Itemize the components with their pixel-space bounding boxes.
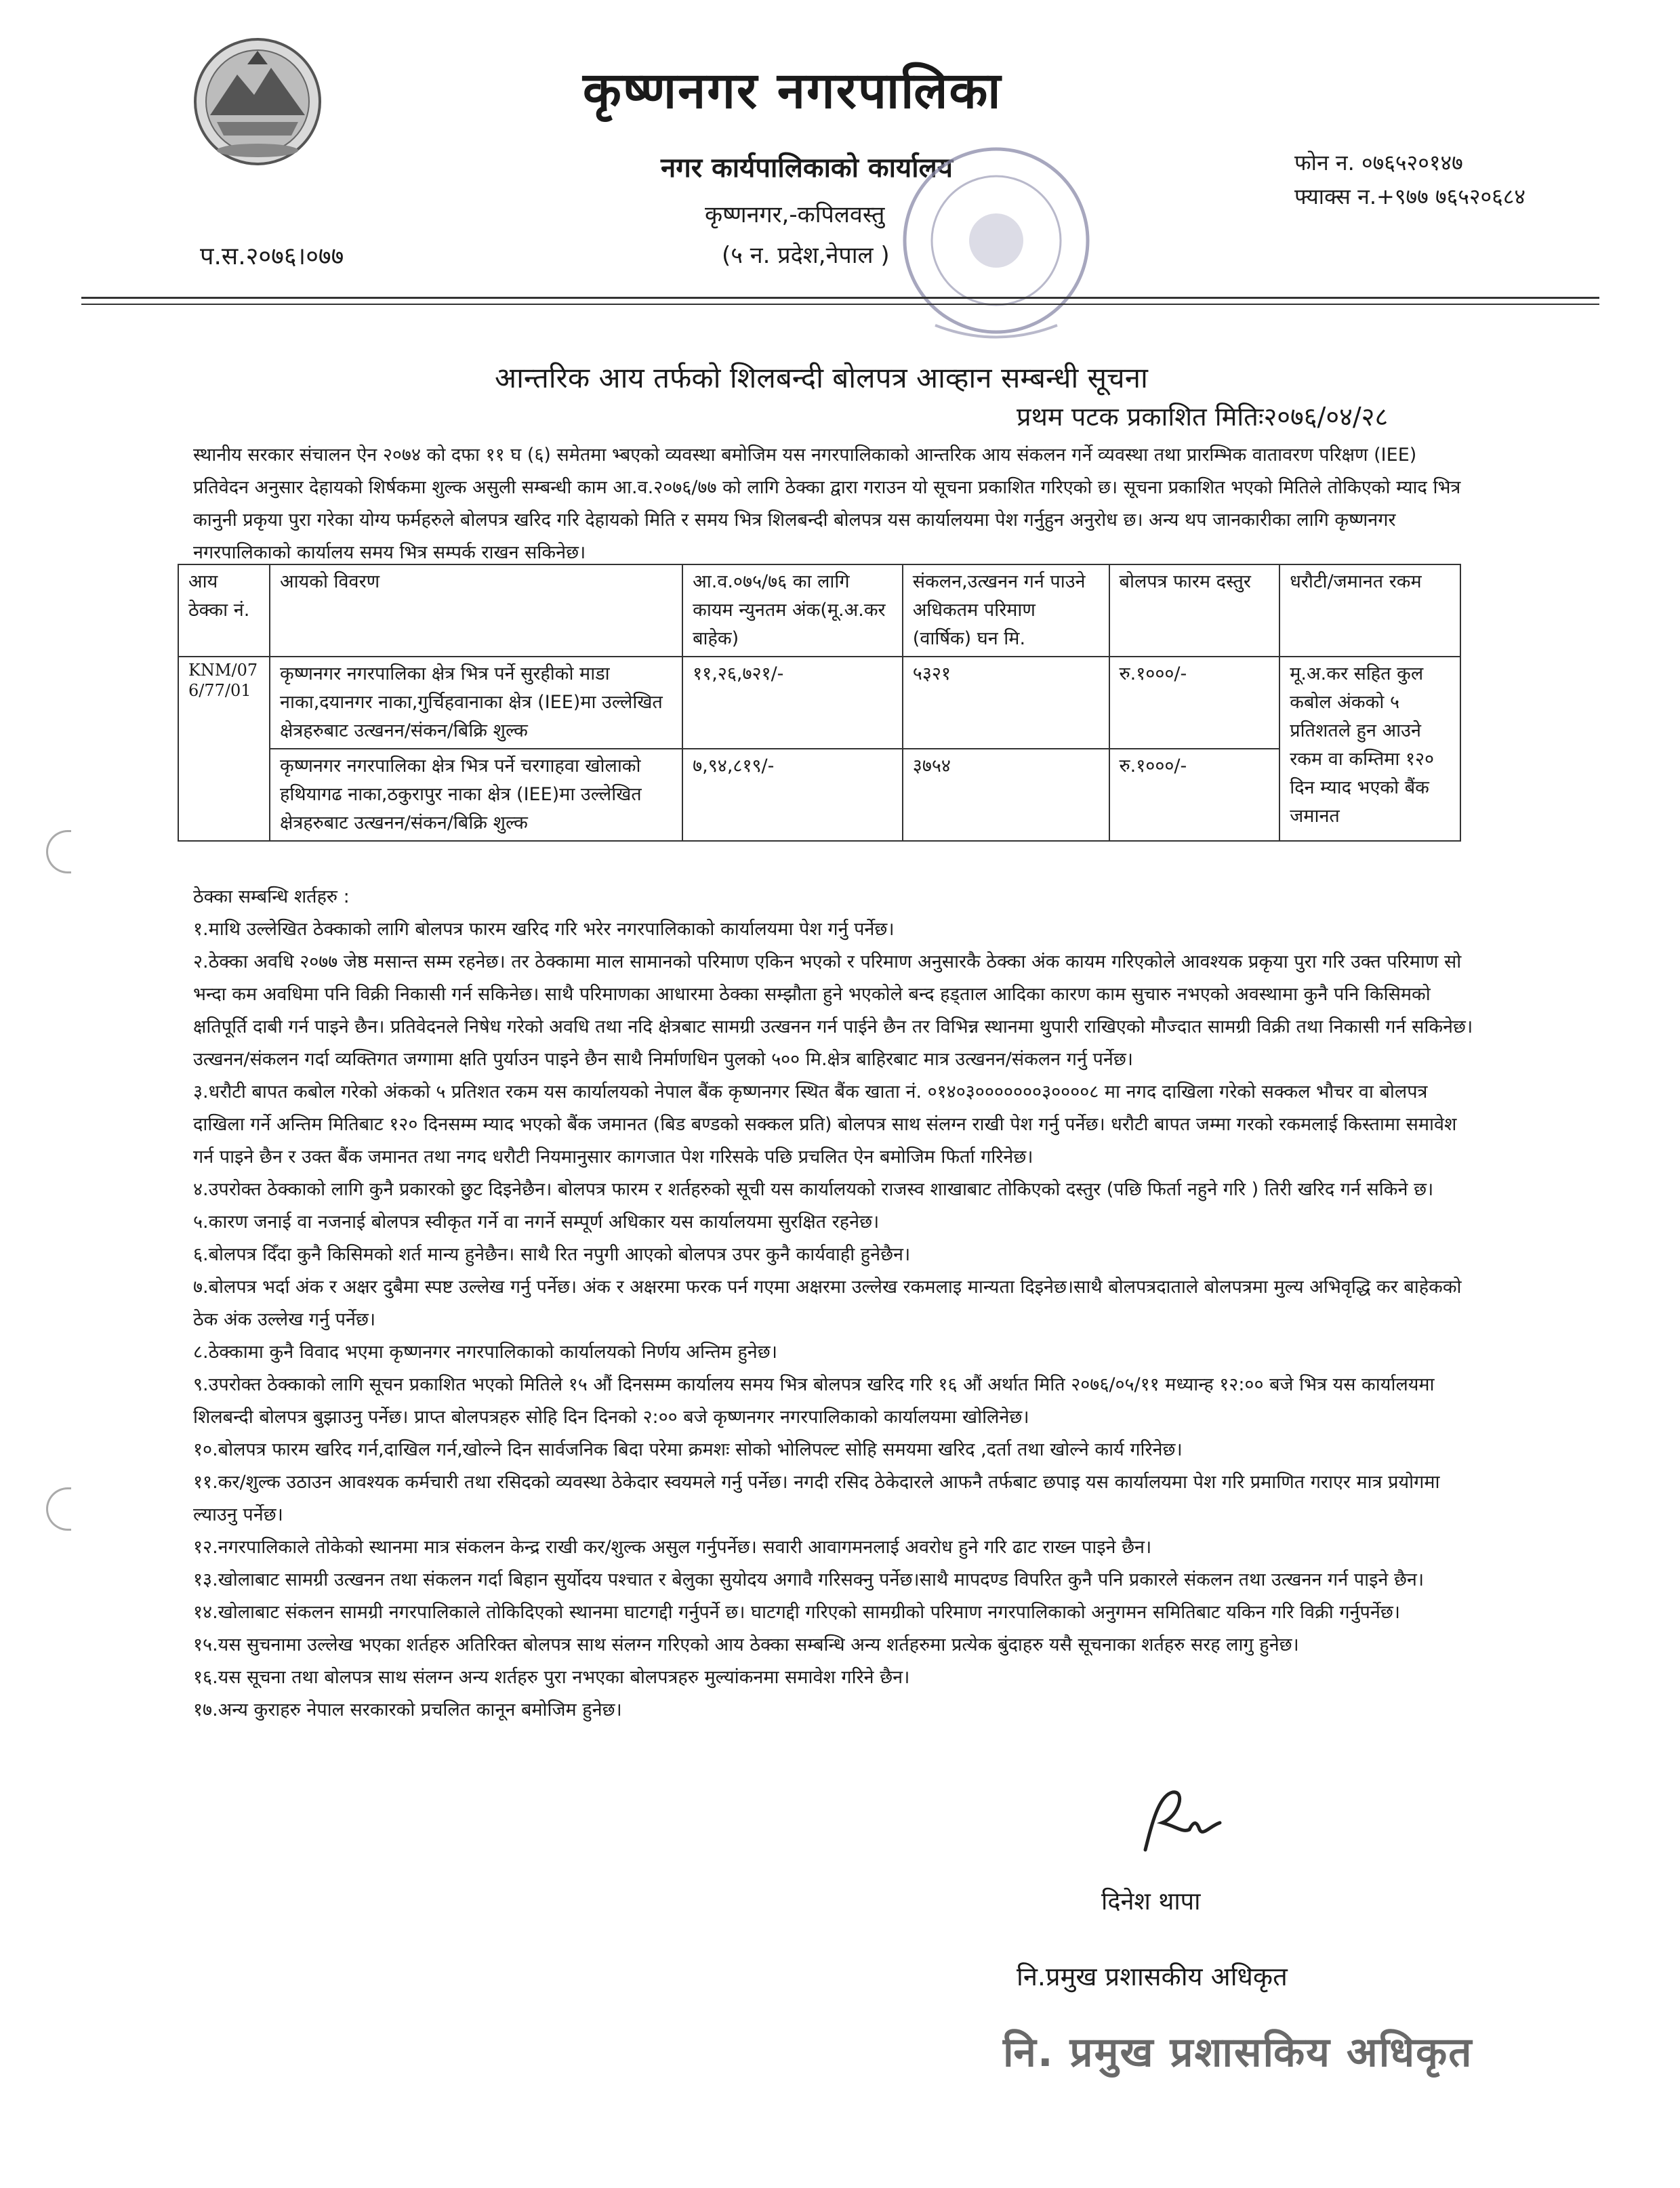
condition-item: १७.अन्य कुराहरु नेपाल सरकारको प्रचलित कानून बमोजिम हुनेछ। — [193, 1699, 622, 1720]
government-emblem-icon — [183, 34, 332, 169]
seal-title-stamp: नि. प्रमुख प्रशासकिय अधिकृत — [1003, 2029, 1473, 2076]
condition-item: ९.उपरोक्त ठेक्काको लागि सूचन प्रकाशित भएको मितिले १५ औं दिनसम्म कार्यालय समय भित्र बोलपत्र खरिद गरि १६ औं अर्थात मिति २०७६/०५/११ मध्यान्ह १२:०० बजे भित्र यस कार्यालयमा शिलबन्दी बोलपत्र बुझाउनु पर्नेछ। प्राप्त बोलपत्रहरु सोहि दिन दिनको २:०० बजे कृष्णनगर नगरपालिकाको कार्यालयमा खोलिनेछ। — [193, 1374, 1435, 1428]
conditions-heading: ठेक्का सम्बन्धि शर्तहरु : — [193, 886, 350, 907]
condition-item: ६.बोलपत्र दिँदा कुनै किसिमको शर्त मान्य हुनेछैन। साथै रित नपुगी आएको बोलपत्र उपर कुनै कार्यवाही हुनेछैन। — [193, 1244, 911, 1265]
row-form-fee: रु.१०००/- — [1109, 749, 1280, 841]
row-max-quantity: ३७५४ — [903, 749, 1109, 841]
header-min-amount: आ.व.०७५/७६ का लागि कायम न्युनतम अंक(मू.अ.कर बाहेक) — [682, 564, 903, 657]
conditions-section — [193, 881, 1477, 1727]
table-row — [178, 657, 1460, 749]
header-description: आयको विवरण — [270, 564, 682, 657]
office-stamp-icon — [895, 139, 1098, 349]
header-deposit: धरौटी/जमानत रकम — [1279, 564, 1460, 657]
deposit-terms: मू.अ.कर सहित कुल कबोल अंकको ५ प्रतिशतले हुन आउने रकम वा कम्तिमा १२० दिन म्याद भएको बैंक जमानत — [1279, 657, 1460, 841]
notice-title: आन्तरिक आय तर्फको शिलबन्दी बोलपत्र आव्हान सम्बन्धी सूचना — [495, 361, 1148, 394]
condition-item: ११.कर/शुल्क उठाउन आवश्यक कर्मचारी तथा रसिदको व्यवस्था ठेकेदार स्वयमले गर्नु पर्नेछ। नगदी रसिद ठेकेदारले आफनै तर्फबाट छपाइ यस कार्यालयमा पेश गरि प्रमाणित गराएर मात्र प्रयोगमा ल्याउनु पर्नेछ। — [193, 1472, 1440, 1525]
condition-item: १.माथि उल्लेखित ठेक्काको लागि बोलपत्र फारम खरिद गरि भरेर नगरपालिकाको कार्यालयमा पेश गर्नु पर्नेछ। — [193, 919, 895, 940]
tender-table — [178, 564, 1461, 842]
row-min-amount: ११,२६,७२१/- — [682, 657, 903, 749]
condition-item: १६.यस सूचना तथा बोलपत्र साथ संलग्न अन्य शर्तहरु पुरा नभएका बोलपत्रहरु मुल्यांकनमा समावेश गरिने छैन। — [193, 1667, 910, 1688]
punch-hole-mark — [46, 1487, 71, 1531]
published-date: प्रथम पटक प्रकाशित मितिः२०७६/०४/२८ — [1017, 402, 1389, 432]
header-code: आय ठेक्का नं. — [178, 564, 270, 657]
header-divider — [81, 297, 1599, 299]
row-form-fee: रु.१०००/- — [1109, 657, 1280, 749]
table-row — [178, 749, 1460, 841]
signer-title: नि.प्रमुख प्रशासकीय अधिकृत — [1017, 1962, 1288, 1991]
handwritten-signature-icon — [1125, 1782, 1233, 1857]
condition-item: १२.नगरपालिकाले तोकेको स्थानमा मात्र संकलन केन्द्र राखी कर/शुल्क असुल गर्नुपर्नेछ। सवारी आवागमनलाई अवरोध हुने गरि ढाट राख्न पाइने छैन। — [193, 1537, 1152, 1558]
office-address: कृष्णनगर,-कपिलवस्तु — [705, 201, 885, 228]
row-max-quantity: ५३२१ — [903, 657, 1109, 749]
condition-item: २.ठेक्का अवधि २०७७ जेष्ठ मसान्त सम्म रहनेछ। तर ठेक्कामा माल सामानको परिमाण एकिन भएको र परिमाण अनुसारकै ठेक्का अंक कायम गरिएकोले आवश्यक प्रकृया पुरा गरि उक्त परिमाण सो भन्दा कम अवधिमा पनि विक्री निकासी गर्न सकिनेछ। साथै परिमाणका आधारमा ठेक्का सम्झौता हुने भएकोले बन्द हड्ताल आदिका कारण काम सुचारु नभएको अवस्थामा कुनै पनि किसिमको क्षतिपूर्ति दाबी गर्न पाइने छैन। प्रतिवेदनले निषेध गरेको अवधि तथा नदि क्षेत्रबाट सामग्री उत्खनन गर्न पाईने छैन तर विभिन्न स्थानमा थुपारी राखिएको मौज्दात सामग्री विक्री तथा निकासी गर्न सकिनेछ। उत्खनन/संकलन गर्दा व्यक्तिगत जग्गामा क्षति पुर्याउन पाइने छैन साथै निर्माणधिन पुलको ५०० मि.क्षेत्र बाहिरबाट मात्र उत्खनन/संकलन गर्नु पर्नेछ। — [193, 951, 1473, 1070]
condition-item: ५.कारण जनाई वा नजनाई बोलपत्र स्वीकृत गर्ने वा नगर्ने सम्पूर्ण अधिकार यस कार्यालयमा सुरक्षित रहनेछ। — [193, 1212, 880, 1233]
office-name: नगर कार्यपालिकाको कार्यालय — [661, 152, 953, 184]
condition-item: १४.खोलाबाट संकलन सामग्री नगरपालिकाले तोकिदिएको स्थानमा घाटगद्दी गर्नुपर्ने छ। घाटगद्दी गरिएको सामग्रीको परिमाण नगरपालिकाको अनुगमन समितिबाट यकिन गरि विक्री गर्नुपर्नेछ। — [193, 1602, 1400, 1623]
header-form-fee: बोलपत्र फारम दस्तुर — [1109, 564, 1280, 657]
table-header-row — [178, 564, 1460, 657]
row-description: कृष्णनगर नगरपालिका क्षेत्र भित्र पर्ने चरगाहवा खोलाको हथियागढ नाका,ठकुरापुर नाका क्षेत्र (IEE)मा उल्लेखित क्षेत्रहरुबाट उत्खनन/संकन/बिक्रि शुल्क — [270, 749, 682, 841]
condition-item: ४.उपरोक्त ठेक्काको लागि कुनै प्रकारको छुट दिइनेछैन। बोलपत्र फारम र शर्तहरुको सूची यस कार्यालयको राजस्व शाखाबाट तोकिएको दस्तुर (पछि फिर्ता नहुने गरि ) तिरी खरिद गर्न सकिने छ। — [193, 1179, 1434, 1200]
reference-number: प.स.२०७६।०७७ — [200, 243, 344, 270]
organization-name: कृष्णनगर नगरपालिका — [583, 62, 1002, 120]
phone-number: फोन न. ०७६५२०१४७ — [1294, 150, 1463, 176]
condition-item: १५.यस सुचनामा उल्लेख भएका शर्तहरु अतिरिक्त बोलपत्र साथ संलग्न गरिएको आय ठेक्का सम्बन्धि अन्य शर्तहरुमा प्रत्येक बुंदाहरु यसै सूचनाका शर्तहरु सरह लागु हुनेछ। — [193, 1634, 1299, 1655]
contract-code: KNM/07 6/77/01 — [178, 657, 270, 841]
punch-hole-mark — [46, 830, 71, 873]
row-min-amount: ७,९४,८१९/- — [682, 749, 903, 841]
condition-item: ८.ठेक्कामा कुनै विवाद भएमा कृष्णनगर नगरपालिकाको कार्यालयको निर्णय अन्तिम हुनेछ। — [193, 1342, 777, 1363]
signer-name: दिनेश थापा — [1101, 1888, 1201, 1916]
condition-item: १०.बोलपत्र फारम खरिद गर्न,दाखिल गर्न,खोल्ने दिन सार्वजनिक बिदा परेमा क्रमशः सोको भोलिपल्ट सोहि समयमा खरिद ,दर्ता तथा खोल्ने कार्य गरिनेछ। — [193, 1439, 1183, 1460]
header-max-quantity: संकलन,उत्खनन गर्न पाउने अधिकतम परिमाण (वार्षिक) घन मि. — [903, 564, 1109, 657]
notice-intro: स्थानीय सरकार संचालन ऐन २०७४ को दफा ११ घ (६) समेतमा भ्बएको व्यवस्था बमोजिम यस नगरपालिकाको आन्तरिक आय संकलन गर्ने व्यवस्था तथा प्रारम्भिक वातावरण परिक्षण (IEE) प्रतिवेदन अनुसार देहायको शिर्षकमा शुल्क असुली सम्बन्धी काम आ.व.२०७६/७७ को लागि ठेक्का द्वारा गराउन यो सूचना प्रकाशित गरिएको छ। सूचना प्रकाशित भएको मितिले तोकिएको म्याद भित्र कानुनी प्रकृया पुरा गरेका योग्य फर्महरुले बोलपत्र खरिद गरि देहायको मिति र समय भित्र शिलबन्दी बोलपत्र यस कार्यालयमा पेश गर्नुहुन अनुरोध छ। अन्य थप जानकारीका लागि कृष्णनगर नगरपालिकाको कार्यालय समय भित्र सम्पर्क राखन सकिनेछ। — [193, 445, 1461, 563]
condition-item: ३.धरौटी बापत कबोल गरेको अंकको ५ प्रतिशत रकम यस कार्यालयको नेपाल बैंक कृष्णनगर स्थित बैंक खाता नं. ०१४०३०००००००३००००८ मा नगद दाखिला गरेको सक्कल भौचर वा बोलपत्र दाखिला गर्ने अन्तिम मितिबाट १२० दिनसम्म म्याद भएको बैंक जमानत (बिड बण्डको सक्कल प्रति) बोलपत्र साथ संलग्न राखी पेश गर्नु पर्नेछ। धरौटी बापत जम्मा गरको रकमलाई किस्तामा समावेश गर्न पाइने छैन र उक्त बैंक जमानत तथा नगद धरौटी नियमानुसार कागजात पेश गरिसके पछि प्रचलित ऐन बमोजिम फिर्ता गरिनेछ। — [193, 1081, 1457, 1168]
office-province: (५ न. प्रदेश,नेपाल ) — [722, 242, 890, 269]
header-divider-secondary — [81, 304, 1599, 305]
condition-item: १३.खोलाबाट सामग्री उत्खनन तथा संकलन गर्दा बिहान सुर्योदय पश्चात र बेलुका सुयोदय अगावै गरिसक्नु पर्नेछ।साथै मापदण्ड विपरित कुनै पनि प्रकारले संकलन तथा उत्खनन गर्न पाइने छैन। — [193, 1569, 1425, 1590]
fax-number: फ्याक्स न.+९७७ ७६५२०६८४ — [1294, 184, 1526, 209]
row-description: कृष्णनगर नगरपालिका क्षेत्र भित्र पर्ने सुरहीको माडा नाका,दयानगर नाका,गुर्चिहवानाका क्षेत्र (IEE)मा उल्लेखित क्षेत्रहरुबाट उत्खनन/संकन/बिक्रि शुल्क — [270, 657, 682, 749]
condition-item: ७.बोलपत्र भर्दा अंक र अक्षर दुबैमा स्पष्ट उल्लेख गर्नु पर्नेछ। अंक र अक्षरमा फरक पर्न गएमा अक्षरमा उल्लेख रकमलाइ मान्यता दिइनेछ।साथै बोलपत्रदाताले बोलपत्रमा मुल्य अभिवृद्धि कर बाहेकको ठेक अंक उल्लेख गर्नु पर्नेछ। — [193, 1277, 1462, 1330]
